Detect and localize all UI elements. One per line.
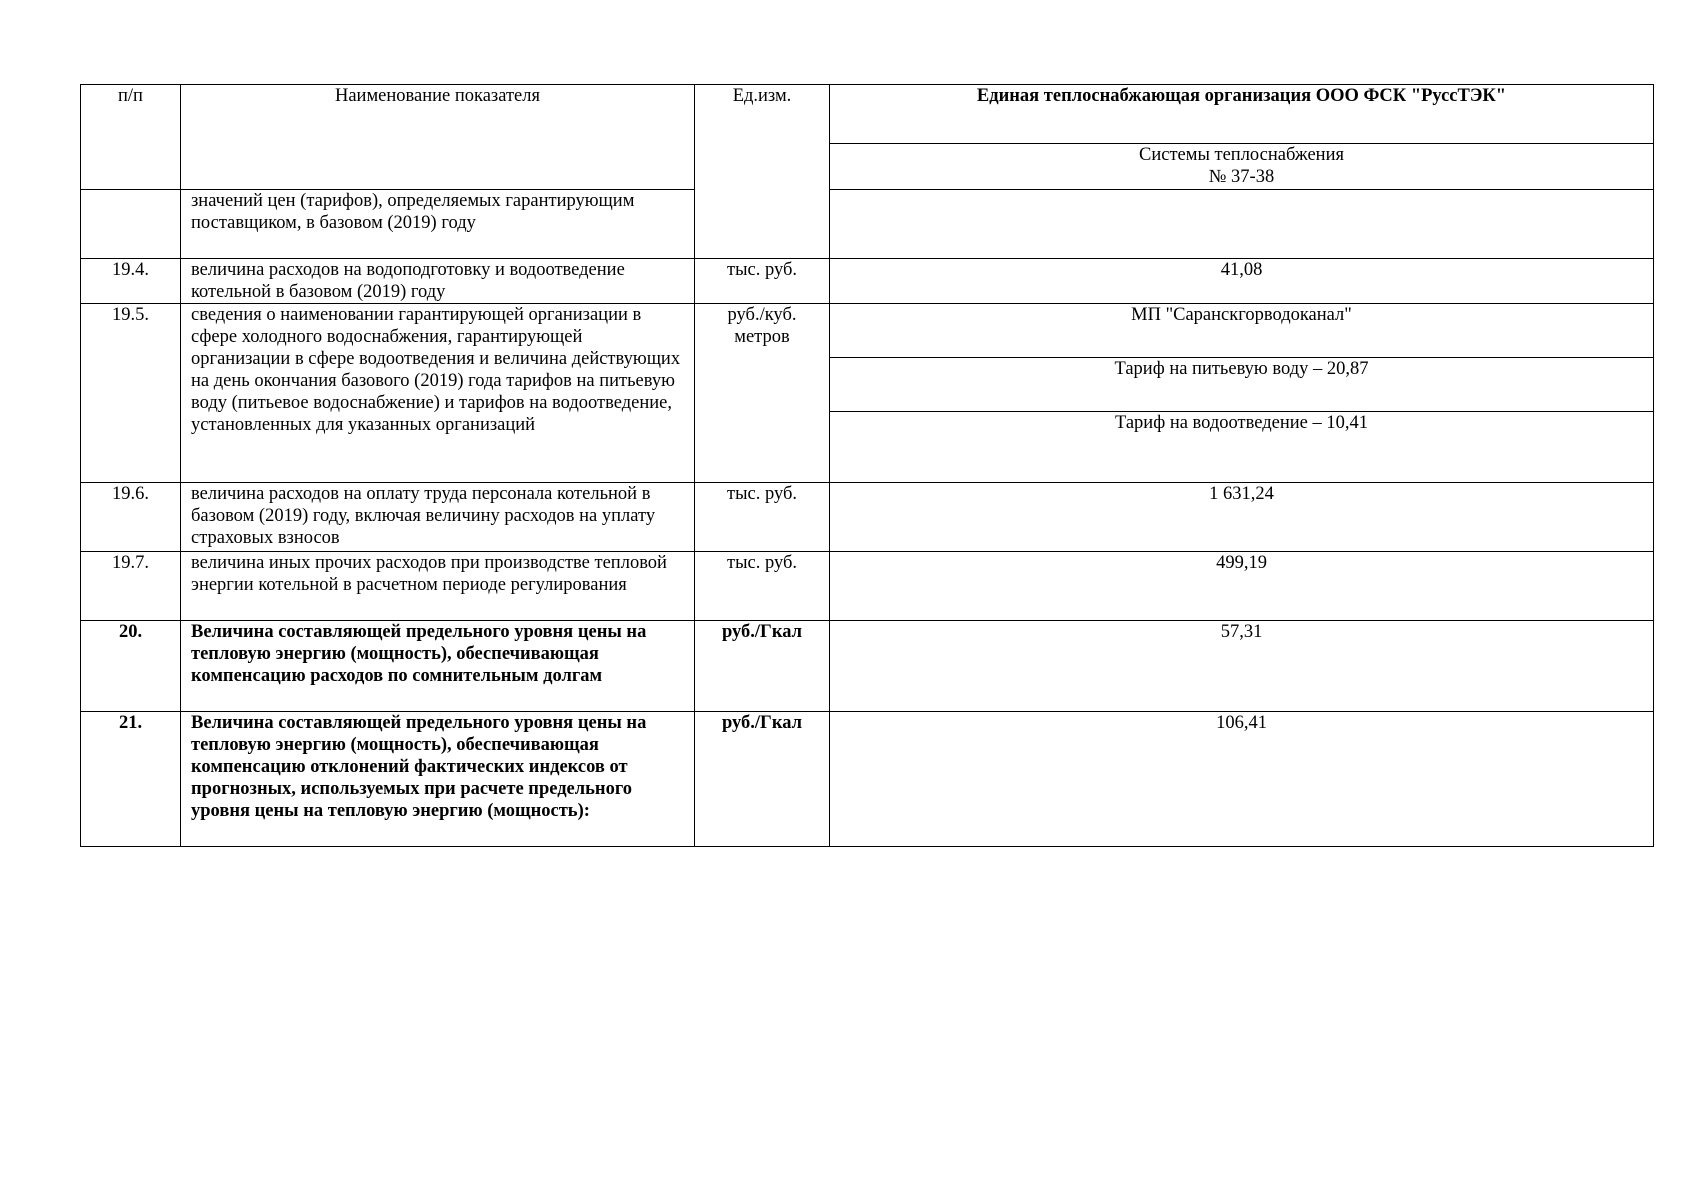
- row-num: 19.7.: [81, 552, 181, 621]
- row-value-sewage-tariff: Тариф на водоотведение – 10,41: [830, 412, 1654, 483]
- header-name: Наименование показателя: [181, 85, 695, 190]
- row-name: величина расходов на водоподготовку и водоотведение котельной в базовом (2019) году: [181, 259, 695, 304]
- header-unit: Ед.изм.: [695, 85, 830, 259]
- continuation-name: значений цен (тарифов), определяемых гарантирующим поставщиком, в базовом (2019) году: [181, 190, 695, 259]
- continuation-num-cell: [81, 190, 181, 259]
- row-unit: тыс. руб.: [695, 483, 830, 552]
- table-row: [81, 621, 1654, 712]
- row-value: 499,19: [830, 552, 1654, 621]
- table-row: [81, 483, 1654, 552]
- header-systems-line1: Системы теплоснабжения: [1139, 145, 1344, 165]
- row-name: величина расходов на оплату труда персонала котельной в базовом (2019) году, включая величину расходов на уплату страховых взносов: [181, 483, 695, 552]
- table-row: [81, 552, 1654, 621]
- row-unit: руб./куб. метров: [695, 304, 830, 483]
- row-num: 19.5.: [81, 304, 181, 483]
- table-row: [81, 259, 1654, 304]
- header-num: п/п: [81, 85, 181, 190]
- tariff-table: [80, 84, 1654, 847]
- row-name: Величина составляющей предельного уровня цены на тепловую энергию (мощность), обеспечивающая компенсацию расходов по сомнительным долгам: [181, 621, 695, 712]
- row-value: 57,31: [830, 621, 1654, 712]
- row-name: величина иных прочих расходов при производстве тепловой энергии котельной в расчетном периоде регулирования: [181, 552, 695, 621]
- header-systems-line2: № 37-38: [1208, 167, 1275, 187]
- row-unit: руб./Гкал: [695, 621, 830, 712]
- table-row: [81, 712, 1654, 847]
- row-value-org: МП "Саранскгорводоканал": [830, 304, 1654, 358]
- row-num: 20.: [81, 621, 181, 712]
- table-row: [81, 190, 1654, 259]
- row-unit: руб./Гкал: [695, 712, 830, 847]
- row-name: Величина составляющей предельного уровня цены на тепловую энергию (мощность), обеспечивающая компенсацию отклонений фактических индексов от прогнозных, используемых при расчете предельного уровня цены на тепловую энергию (мощность):: [181, 712, 695, 847]
- row-value: 1 631,24: [830, 483, 1654, 552]
- row-value: 106,41: [830, 712, 1654, 847]
- row-num: 19.4.: [81, 259, 181, 304]
- row-value-water-tariff: Тариф на питьевую воду – 20,87: [830, 358, 1654, 412]
- row-value: 41,08: [830, 259, 1654, 304]
- continuation-value-cell: [830, 190, 1654, 259]
- header-org: Единая теплоснабжающая организация ООО ФСК "РуссТЭК": [830, 85, 1654, 144]
- row-num: 19.6.: [81, 483, 181, 552]
- row-name: сведения о наименовании гарантирующей организации в сфере холодного водоснабжения, гарантирующей организации в сфере водоотведения и величина действующих на день окончания базового (2019) года тарифов на питьевую воду (питьевое водоснабжение) и тарифов на водоотведение, установленных для указанных организаций: [181, 304, 695, 483]
- row-unit: тыс. руб.: [695, 552, 830, 621]
- row-unit: тыс. руб.: [695, 259, 830, 304]
- header-systems: [830, 144, 1654, 190]
- table-header-row: [81, 85, 1654, 144]
- table-row: [81, 304, 1654, 358]
- row-num: 21.: [81, 712, 181, 847]
